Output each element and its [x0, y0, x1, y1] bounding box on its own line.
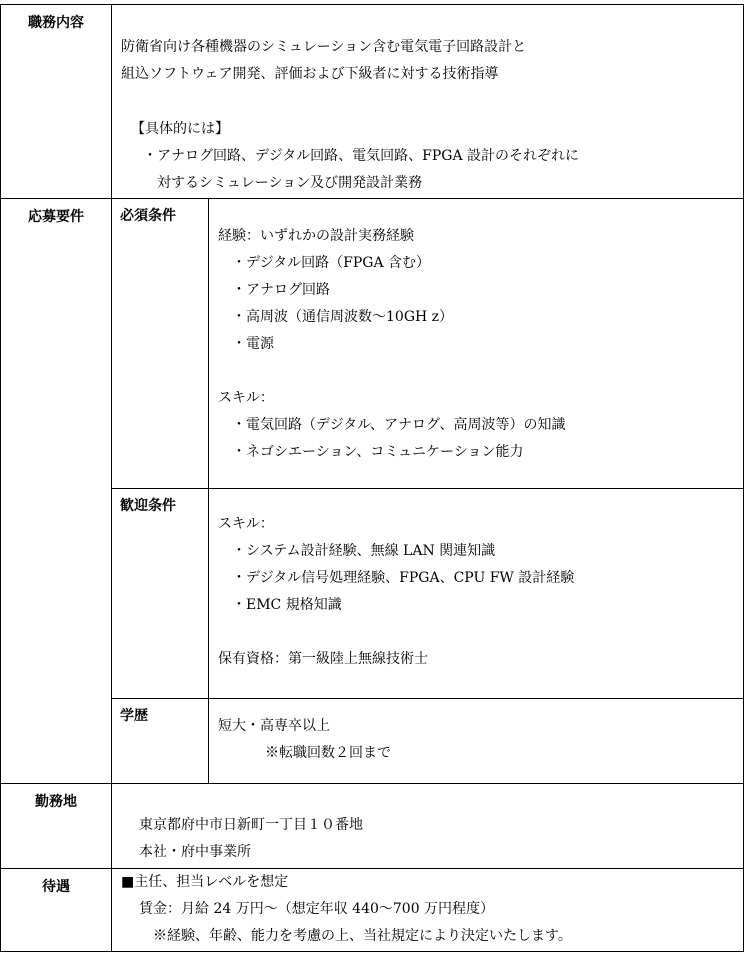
treatment-header: [1, 869, 112, 952]
education-content: [209, 699, 744, 784]
location-content: [112, 784, 744, 869]
preferred-content: [209, 489, 744, 699]
preferred-header: [112, 489, 209, 699]
preferred-skills-heading: スキル：: [218, 516, 274, 532]
education-line: 短大・高専卒以上: [218, 718, 330, 734]
specifics-heading: 【具体的には】: [131, 121, 229, 137]
experience-item: ・ デジタル回路（FPGA 含む）: [218, 250, 743, 277]
required-content: [209, 199, 744, 489]
treatment-note: ※経験、年齢、能力を考慮の上、当社規定により決定いたします。: [153, 928, 572, 944]
job-description-table: [0, 4, 744, 952]
preferred-label: 歓迎条件: [120, 498, 176, 514]
skills-item: ・ 電気回路（デジタル、アナログ、高周波等）の知識: [218, 412, 743, 439]
location-address: 東京都府中市日新町一丁目１０番地: [139, 817, 363, 833]
preferred-skill-item: ・ システム設計経験、無線 LAN 関連知識: [218, 538, 743, 565]
preferred-skill-item: ・ デジタル信号処理経験、FPGA、CPU FW 設計経験: [218, 565, 743, 592]
qualification-text: 保有資格：第一級陸上無線技術士: [218, 651, 428, 667]
treatment-row: [1, 869, 744, 952]
treatment-content: [112, 869, 744, 952]
specifics-item: ・ アナログ回路、デジタル回路、電気回路、FPGA 設計のそれぞれに: [121, 143, 743, 170]
treatment-label: 待遇: [42, 879, 70, 895]
duties-line: 防衛省向け各種機器のシミュレーション含む電気電子回路設計と: [121, 39, 527, 55]
location-label: 勤務地: [35, 794, 77, 810]
specifics-item: 対するシミュレーション及び開発設計業務: [157, 175, 423, 191]
preferred-row: [1, 489, 744, 699]
requirements-label: 応募要件: [28, 209, 84, 225]
required-row: [1, 199, 744, 489]
skills-heading: スキル：: [218, 390, 274, 406]
duties-header: [1, 5, 112, 199]
required-header: [112, 199, 209, 489]
location-header: [1, 784, 112, 869]
skills-item: ・ ネゴシエーション、コミュニケーション能力: [218, 439, 743, 466]
location-row: [1, 784, 744, 869]
required-label: 必須条件: [120, 208, 176, 224]
treatment-level: ■主任、担当レベルを想定: [121, 874, 289, 890]
education-header: [112, 699, 209, 784]
location-office: 本社・府中事業所: [139, 844, 251, 860]
education-label: 学歴: [120, 708, 148, 724]
duties-label: 職務内容: [28, 15, 84, 31]
duties-line: 組込ソフトウェア開発、評価および下級者に対する技術指導: [121, 66, 499, 82]
experience-item: ・ 高周波（通信周波数～10GH z）: [218, 304, 743, 331]
experience-item: ・ 電源: [218, 331, 743, 358]
education-row: [1, 699, 744, 784]
treatment-salary: 賃金：月給 24 万円～（想定年収 440～700 万円程度）: [139, 901, 495, 917]
requirements-header: [1, 199, 112, 784]
duties-row: [1, 5, 744, 199]
preferred-skill-item: ・ EMC 規格知識: [218, 592, 743, 619]
experience-item: ・ アナログ回路: [218, 277, 743, 304]
duties-content: [112, 5, 744, 199]
experience-heading: 経験：いずれかの設計実務経験: [218, 228, 414, 244]
education-note: ※転職回数２回まで: [265, 745, 391, 761]
